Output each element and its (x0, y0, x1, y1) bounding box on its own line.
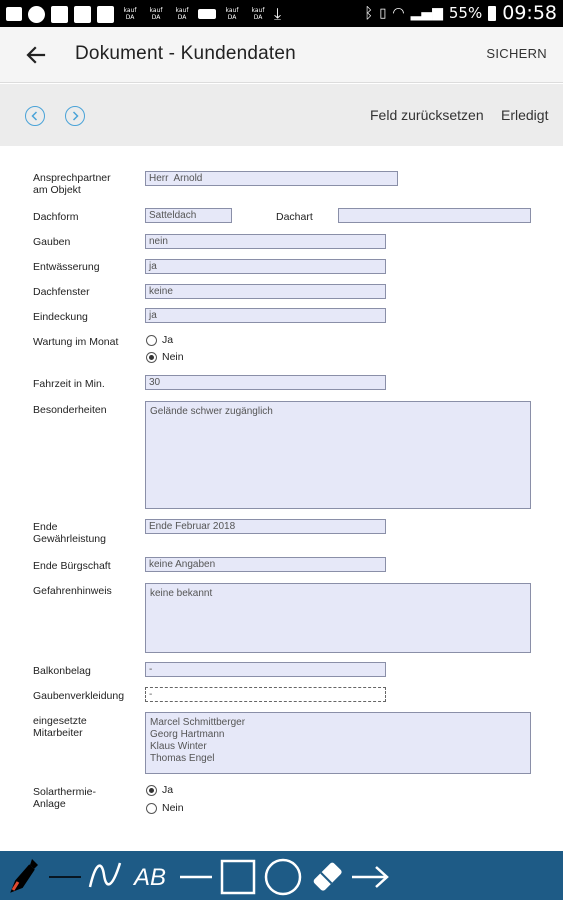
dachform-label: Dachform (33, 211, 79, 223)
entwaesserung-field[interactable]: ja (145, 259, 386, 274)
notification-icons (6, 4, 281, 24)
notification-icon (28, 6, 45, 23)
ende-buergschaft-label: Ende Bürgschaft (33, 560, 111, 572)
gaubenverkleidung-field[interactable]: - (145, 687, 386, 702)
wartung-option-ja[interactable] (146, 334, 173, 346)
system-icons (364, 2, 557, 24)
gefahrenhinweis-label: Gefahrenhinweis (33, 585, 112, 597)
radio-checked-icon (146, 352, 157, 363)
gauben-field[interactable]: nein (145, 234, 386, 249)
radio-checked-icon (146, 785, 157, 796)
arrow-icon[interactable] (350, 851, 392, 900)
mitarbeiter-label: eingesetzte Mitarbeiter (33, 715, 87, 739)
solar-option-label: Ja (162, 784, 174, 796)
dachfenster-label: Dachfenster (33, 286, 90, 298)
freehand-icon[interactable] (86, 851, 126, 900)
eraser-icon[interactable] (308, 851, 348, 900)
ende-buergschaft-field[interactable]: keine Angaben (145, 557, 386, 572)
notification-mini-label: kauf DA (225, 7, 239, 21)
notification-mini-label: kauf DA (251, 7, 265, 21)
mitarbeiter-field[interactable]: Marcel Schmittberger Georg Hartmann Klaus Winter Thomas Engel (145, 712, 531, 774)
status-bar (0, 0, 563, 27)
wartung-option-label: Ja (162, 334, 174, 346)
gefahrenhinweis-field[interactable]: keine bekannt (145, 583, 531, 653)
notification-icon (6, 7, 22, 21)
radio-unchecked-icon (146, 803, 157, 814)
bluetooth-icon: ᛒ (364, 4, 374, 22)
ansprechpartner-field[interactable]: Herr Arnold (145, 171, 398, 186)
page-title: Dokument - Kundendaten (75, 43, 296, 64)
chevron-left-icon (29, 110, 41, 122)
notification-icon (51, 6, 68, 23)
balkonbelag-field[interactable]: - (145, 662, 386, 677)
signal-icon: ▂▄▆ (410, 5, 443, 21)
dachfenster-field[interactable]: keine (145, 284, 386, 299)
done-button[interactable]: Erledigt (501, 107, 549, 123)
rectangle-icon[interactable] (218, 851, 258, 900)
drawing-toolbar (0, 851, 563, 900)
vibrate-icon: ▯ (379, 5, 387, 21)
battery-percent: 55% (448, 4, 483, 22)
wifi-icon: ◠ (392, 5, 405, 21)
clock: 09:58 (502, 2, 557, 24)
solar-option-ja[interactable] (146, 784, 173, 796)
entwaesserung-label: Entwässerung (33, 261, 100, 273)
form-toolbar (0, 84, 563, 146)
solar-option-label: Nein (162, 802, 184, 814)
circle-icon[interactable] (262, 851, 304, 900)
next-field-button[interactable] (65, 106, 85, 126)
line-width-icon[interactable] (46, 851, 84, 900)
chevron-right-icon (69, 110, 81, 122)
wartung-option-label: Nein (162, 351, 184, 363)
notification-icon (198, 9, 216, 19)
besonderheiten-field[interactable]: Gelände schwer zugänglich (145, 401, 531, 509)
notification-icon (97, 6, 114, 23)
notification-mini-label: kauf DA (149, 7, 163, 21)
gaubenverkleidung-label: Gaubenverkleidung (33, 690, 125, 702)
besonderheiten-label: Besonderheiten (33, 404, 107, 416)
gauben-label: Gauben (33, 236, 71, 248)
dachart-label: Dachart (276, 211, 313, 223)
line-icon[interactable] (176, 851, 216, 900)
solarthermie-label: Solarthermie- Anlage (33, 786, 97, 810)
text-tool-label: AB (134, 864, 167, 891)
app-bar (0, 27, 563, 83)
radio-unchecked-icon (146, 335, 157, 346)
balkonbelag-label: Balkonbelag (33, 665, 91, 677)
solar-option-nein[interactable] (146, 802, 184, 814)
ende-gewaehrleistung-field[interactable]: Ende Februar 2018 (145, 519, 386, 534)
eindeckung-field[interactable]: ja (145, 308, 386, 323)
fahrzeit-label: Fahrzeit in Min. (33, 378, 105, 390)
ende-gewaehrleistung-label: Ende Gewährleistung (33, 521, 106, 545)
dachart-field[interactable] (338, 208, 531, 223)
wartung-option-nein[interactable] (146, 351, 184, 363)
eindeckung-label: Eindeckung (33, 311, 88, 323)
pipette-icon[interactable] (4, 851, 44, 900)
fahrzeit-field[interactable]: 30 (145, 375, 386, 390)
back-arrow-icon[interactable] (22, 41, 50, 69)
download-icon: ⤓ (274, 4, 282, 23)
notification-icon (74, 6, 91, 23)
text-icon[interactable] (130, 851, 170, 900)
reset-field-button[interactable]: Feld zurücksetzen (370, 107, 484, 123)
notification-mini-label: kauf DA (123, 7, 137, 21)
previous-field-button[interactable] (25, 106, 45, 126)
ansprechpartner-label: Ansprechpartner am Objekt (33, 172, 111, 196)
battery-icon (488, 6, 496, 21)
dachform-field[interactable]: Satteldach (145, 208, 232, 223)
notification-mini-label: kauf DA (175, 7, 189, 21)
save-button[interactable]: SICHERN (486, 46, 547, 61)
wartung-label: Wartung im Monat (33, 336, 119, 348)
